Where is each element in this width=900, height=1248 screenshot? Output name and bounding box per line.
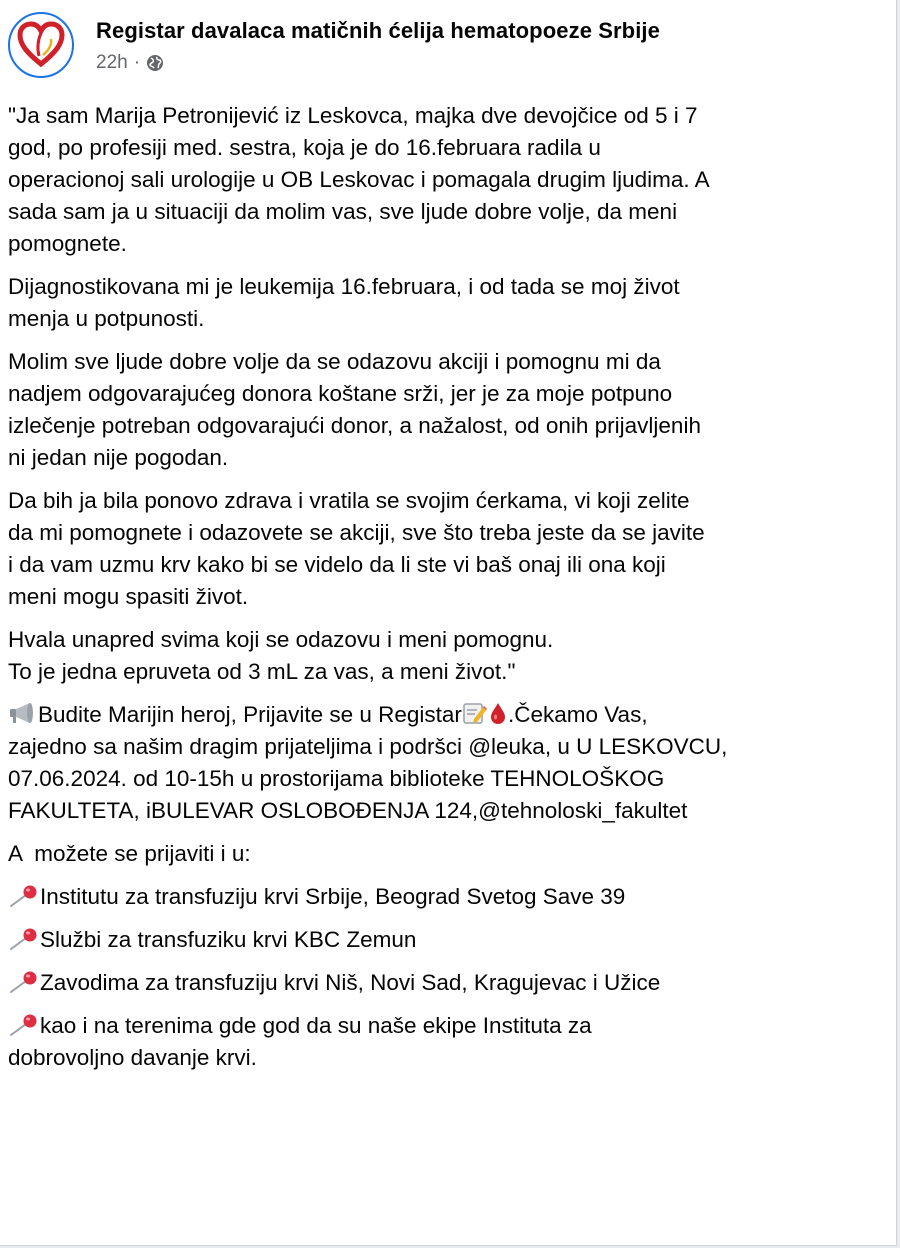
location-text: Institutu za transfuziju krvi Srbije, Beograd Svetog Save 39 — [40, 884, 626, 909]
text-line: "Ja sam Marija Petronijević iz Leskovca, majka dve devojčice od 5 i 7 — [8, 103, 698, 128]
location-text: Zavodima za transfuziju krvi Niš, Novi Sad, Kragujevac i Užice — [40, 970, 661, 995]
text-line: Molim sve ljude dobre volje da se odazovu akciji i pomognu mi da — [8, 349, 661, 374]
text-line: menja u potpunosti. — [8, 306, 205, 331]
text-line: i da vam uzmu krv kako bi se videlo da li ste vi baš onaj ili ona koji — [8, 552, 666, 577]
location-text: Službi za transfuziku krvi KBC Zemun — [40, 927, 417, 952]
text-line: Da bih ja bila ponovo zdrava i vratila se svojim ćerkama, vi koji zelite — [8, 488, 690, 513]
pushpin-icon — [8, 884, 40, 908]
text-line: To je jedna epruveta od 3 mL za vas, a meni život." — [8, 659, 516, 684]
text-line: sada sam ja u situaciji da molim vas, sve ljude dobre volje, da meni — [8, 199, 678, 224]
location-item — [8, 924, 888, 956]
avatar[interactable] — [8, 12, 74, 78]
text-line — [8, 884, 625, 909]
text-line: meni mogu spasiti život. — [8, 584, 249, 609]
pushpin-icon — [8, 1013, 40, 1037]
text-line: A možete se prijaviti i u: — [8, 841, 251, 866]
text-line: zajedno sa našim dragim prijateljima i podršci @leuka, u U LESKOVCU, — [8, 734, 728, 759]
text-line — [8, 702, 648, 727]
text-line: ni jedan nije pogodan. — [8, 445, 229, 470]
post-paragraph — [8, 271, 888, 335]
text-line: dobrovoljno davanje krvi. — [8, 1045, 257, 1070]
post-paragraph — [8, 485, 888, 613]
post-paragraph — [8, 624, 888, 688]
memo-icon — [462, 701, 488, 725]
post-meta — [96, 52, 660, 74]
text-line: da mi pomognete i odazovete se akciji, sve što treba jeste da se javite — [8, 520, 705, 545]
blood-drop-icon — [488, 701, 508, 725]
announcement-text: Budite Marijin heroj, Prijavite se u Registar — [38, 702, 462, 727]
post-paragraph — [8, 346, 888, 474]
text-line — [8, 927, 416, 952]
text-line: operacionoj sali urologije u OB Leskovac i pomagala drugim ljudima. A — [8, 167, 710, 192]
page-name-link[interactable]: Registar davalaca matičnih ćelija hematopoeze Srbije — [96, 18, 660, 43]
megaphone-icon — [8, 701, 38, 725]
location-item — [8, 967, 888, 999]
text-line: god, po profesiji med. sestra, koja je do 16.februara radila u — [8, 135, 601, 160]
announcement-paragraph — [8, 699, 888, 827]
post-body — [8, 100, 888, 1085]
text-line: Hvala unapred svima koji se odazovu i meni pomognu. — [8, 627, 554, 652]
text-line: izlečenje potreban odgovarajući donor, a nažalost, od onih prijavljenih — [8, 413, 701, 438]
post-paragraph — [8, 838, 888, 870]
text-line: FAKULTETA, iBULEVAR OSLOBOĐENJA 124,@tehnoloski_fakultet — [8, 798, 688, 823]
post-header — [8, 12, 660, 78]
heart-logo-icon — [16, 20, 66, 70]
text-line: pomognete. — [8, 231, 127, 256]
text-line: nadjem odgovarajućeg donora koštane srži, jer je za moje potpuno — [8, 381, 673, 406]
post-paragraph — [8, 100, 888, 260]
text-line — [8, 970, 660, 995]
post-timestamp[interactable]: 22h — [96, 52, 128, 73]
globe-icon[interactable] — [146, 54, 164, 72]
meta-separator: · — [133, 52, 141, 73]
text-line: Dijagnostikovana mi je leukemija 16.februara, i od tada se moj život — [8, 274, 680, 299]
location-text: kao i na terenima gde god da su naše ekipe Instituta za — [40, 1013, 592, 1038]
text-line — [8, 1013, 592, 1038]
text-line: 07.06.2024. od 10-15h u prostorijama biblioteke TEHNOLOŠKOG — [8, 766, 665, 791]
pushpin-icon — [8, 970, 40, 994]
announcement-text: .Čekamo Vas, — [507, 702, 648, 727]
location-item — [8, 881, 888, 913]
pushpin-icon — [8, 927, 40, 951]
location-item — [8, 1010, 888, 1074]
